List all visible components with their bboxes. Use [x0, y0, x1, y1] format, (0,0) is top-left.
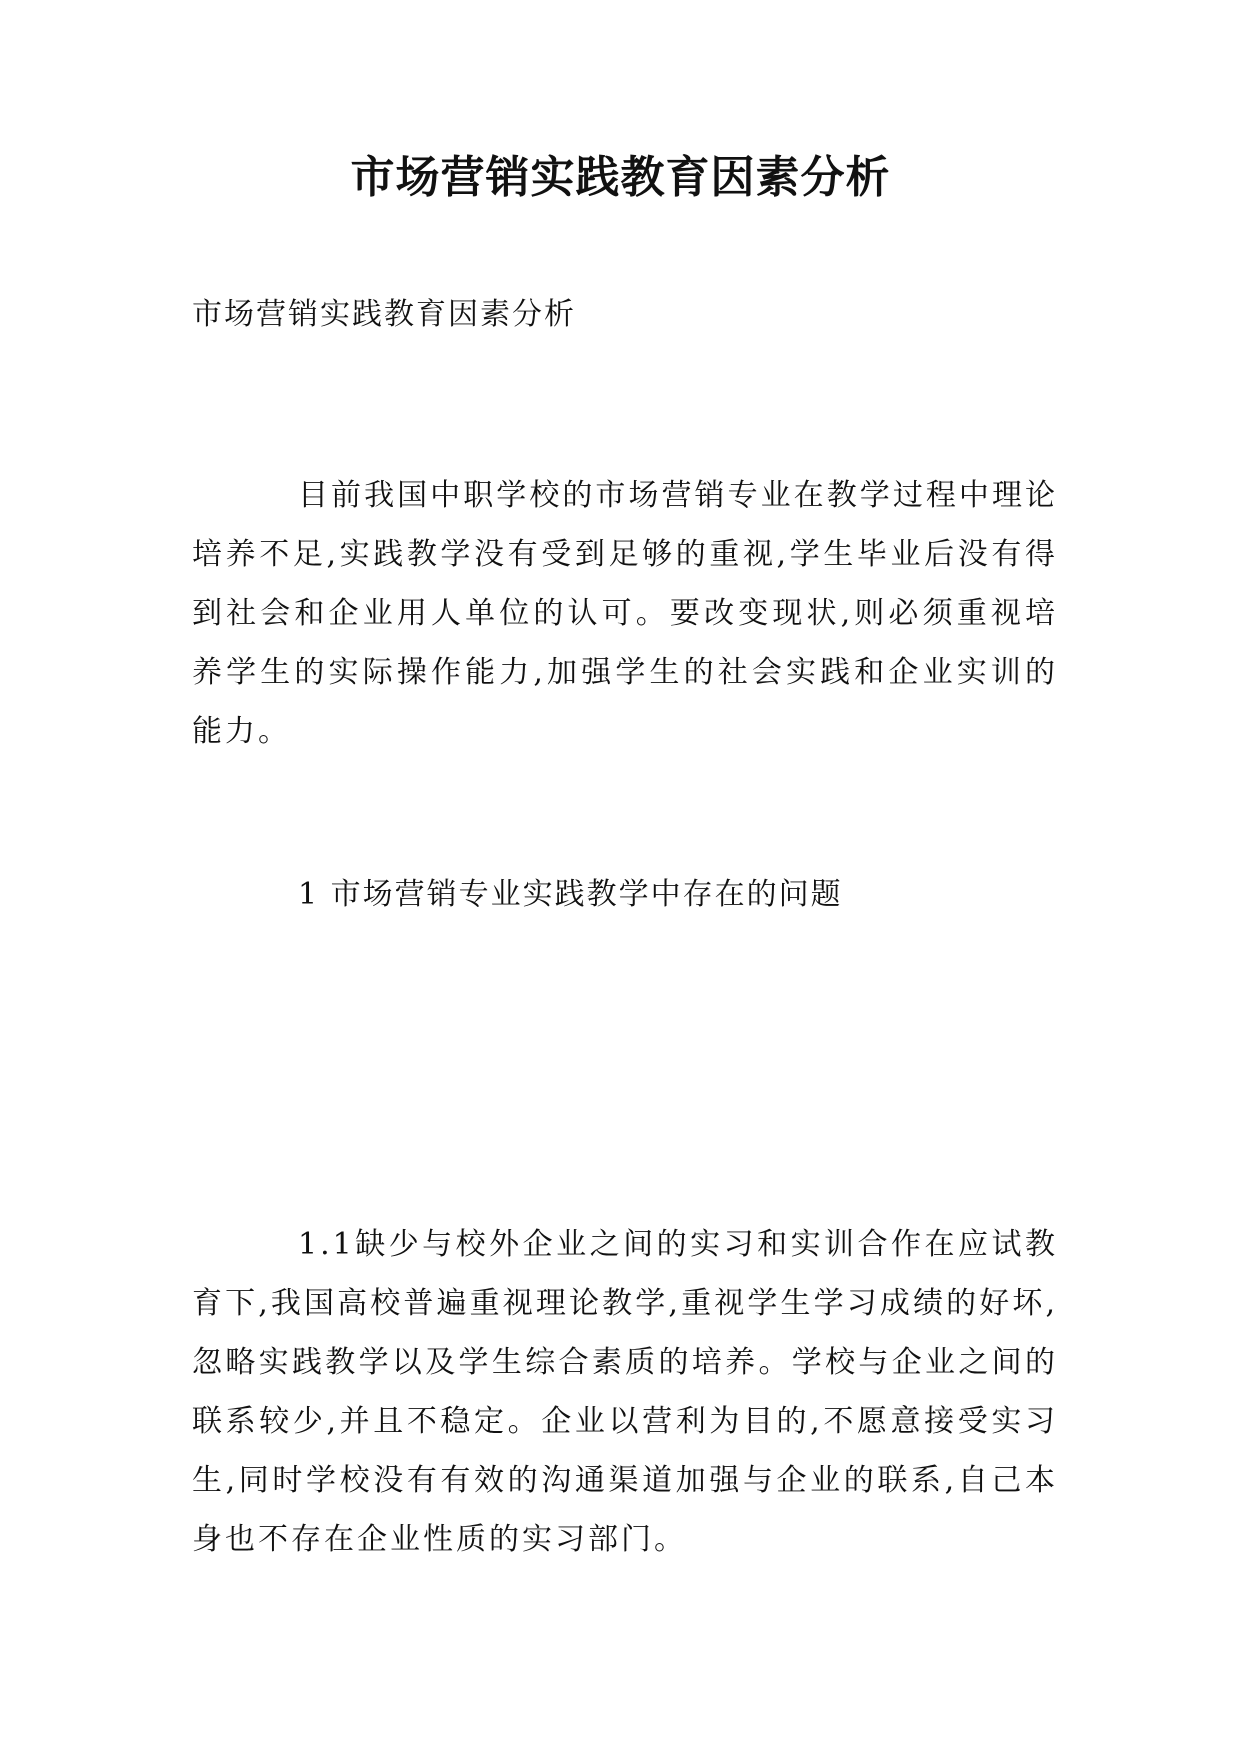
document-subtitle: 市场营销实践教育因素分析 [192, 297, 576, 332]
document-title: 市场营销实践教育因素分析 [350, 152, 891, 203]
section-paragraph: 1.1缺少与校外企业之间的实习和实训合作在应试教育下,我国高校普遍重视理论教学,重视学生学习成绩的好坏,忽略实践教学以及学生综合素质的培养。学校与企业之间的联系较少,并且不稳定。企业以营利为目的,不愿意接受实习生,同时学校没有有效的沟通渠道加强与企业的联系,自己本身也不存在企业性质的实习部门。 [192, 1227, 1058, 1557]
section-heading: 1 市场营销专业实践教学中存在的问题 [298, 877, 843, 912]
intro-paragraph: 目前我国中职学校的市场营销专业在教学过程中理论培养不足,实践教学没有受到足够的重视,学生毕业后没有得到社会和企业用人单位的认可。要改变现状,则必须重视培养学生的实际操作能力,加强学生的社会实践和企业实训的能力。 [192, 478, 1058, 749]
